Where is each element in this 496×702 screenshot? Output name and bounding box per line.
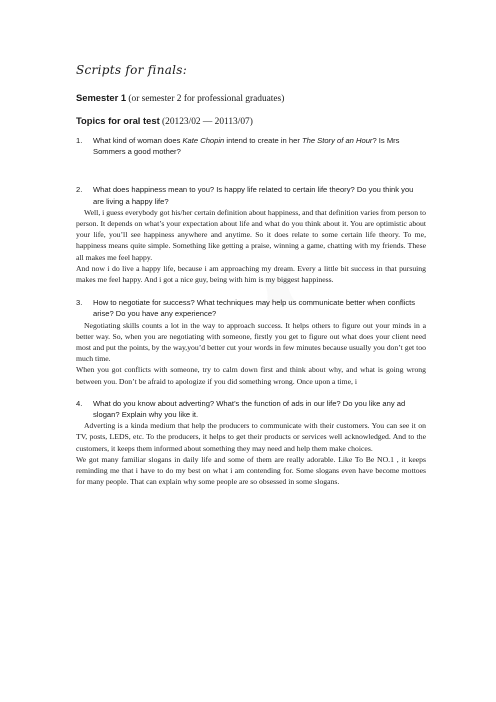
answer-paragraph: When you got conflicts with someone, try to calm down first and think about why, and what is going wrong between you. Don’t be afraid to apologize if you did something wrong. Once upon a time, i xyxy=(76,365,426,386)
question-text: What does happiness mean to you? Is happy life related to certain life theory? Do you think you are living a happy life? xyxy=(93,185,414,206)
answer-paragraph: Negotiating skills counts a lot in the way to approach success. It helps others to figure out your minds in a better way. So, when you are negotiating with someone, firstly you get to figure out what does your client need most and put the points, by the way,you’d better cut your words in few minutes because usually you don’t get too much time. xyxy=(76,320,426,364)
question-text: ? Is Mrs Sommers a good mother? xyxy=(93,136,400,157)
document-page xyxy=(76,62,426,487)
question-3 xyxy=(76,297,426,319)
semester-label: Semester 1 xyxy=(76,92,127,103)
question-number: 3. xyxy=(76,298,83,308)
answer-paragraph: Well, i guess everybody got his/her certain definition about happiness, and that definition varies from person to person. It depends on what’s your expectation about life and what do you think about it. You are optimistic about your life, you’ll see happiness anywhere and anytime. So it does relate to some certain life theory. To me, happiness means quite simple. Something like getting a praise, winning a game, chatting with my friends. These all makes me feel happy. xyxy=(76,207,426,262)
question-text: What kind of woman does xyxy=(93,136,183,145)
semester-note: (or semester 2 for professional graduates) xyxy=(126,94,285,104)
question-text: How to negotiate for success? What techniques may help us communicate better when conflicts arise? Do you have any experience? xyxy=(93,298,416,319)
work-title: The Story of an Hour xyxy=(301,136,373,145)
author-name: Kate Chopin xyxy=(182,136,225,145)
question-number: 4. xyxy=(76,398,83,408)
question-2 xyxy=(76,184,426,206)
topics-line xyxy=(76,115,426,128)
answer-paragraph: We got many familiar slogans in daily life and some of them are really adorable. Like To Be NO.1 , it keeps reminding me that i have to do my best on what i am contending for. Some slogans even have become mottoes for many people. That can explain why some people are so obsessed in some slogans. xyxy=(76,454,426,487)
question-text: intend to create in her xyxy=(224,136,302,145)
topics-dates: (20123/02 — 20113/07) xyxy=(159,117,253,127)
question-text: What do you know about adverting? What’s the function of ads in our life? Do you like any ad slogan? Explain why you like it. xyxy=(93,398,406,420)
question-1 xyxy=(76,135,426,157)
question-number: 2. xyxy=(76,185,83,195)
topics-label: Topics for oral test xyxy=(76,115,160,126)
document-title: Scripts for finals: xyxy=(76,63,188,77)
answer-paragraph: Adverting is a kinda medium that help the producers to communicate with their customers. You can see it on TV, posts, LEDS, etc. To the producers, it helps to get their products or services well acknowledged. And to the customers, it keeps them informed about something they may need and help them make choices. xyxy=(76,421,426,453)
answer-paragraph: And now i do live a happy life, because i am approaching my dream. Every a little bit success in that pursuing makes me feel happy. And i got a nice guy, being with him is my biggest happiness. xyxy=(76,263,426,285)
question-number: 1. xyxy=(76,136,83,145)
question-4 xyxy=(76,398,426,420)
semester-line xyxy=(76,92,426,105)
